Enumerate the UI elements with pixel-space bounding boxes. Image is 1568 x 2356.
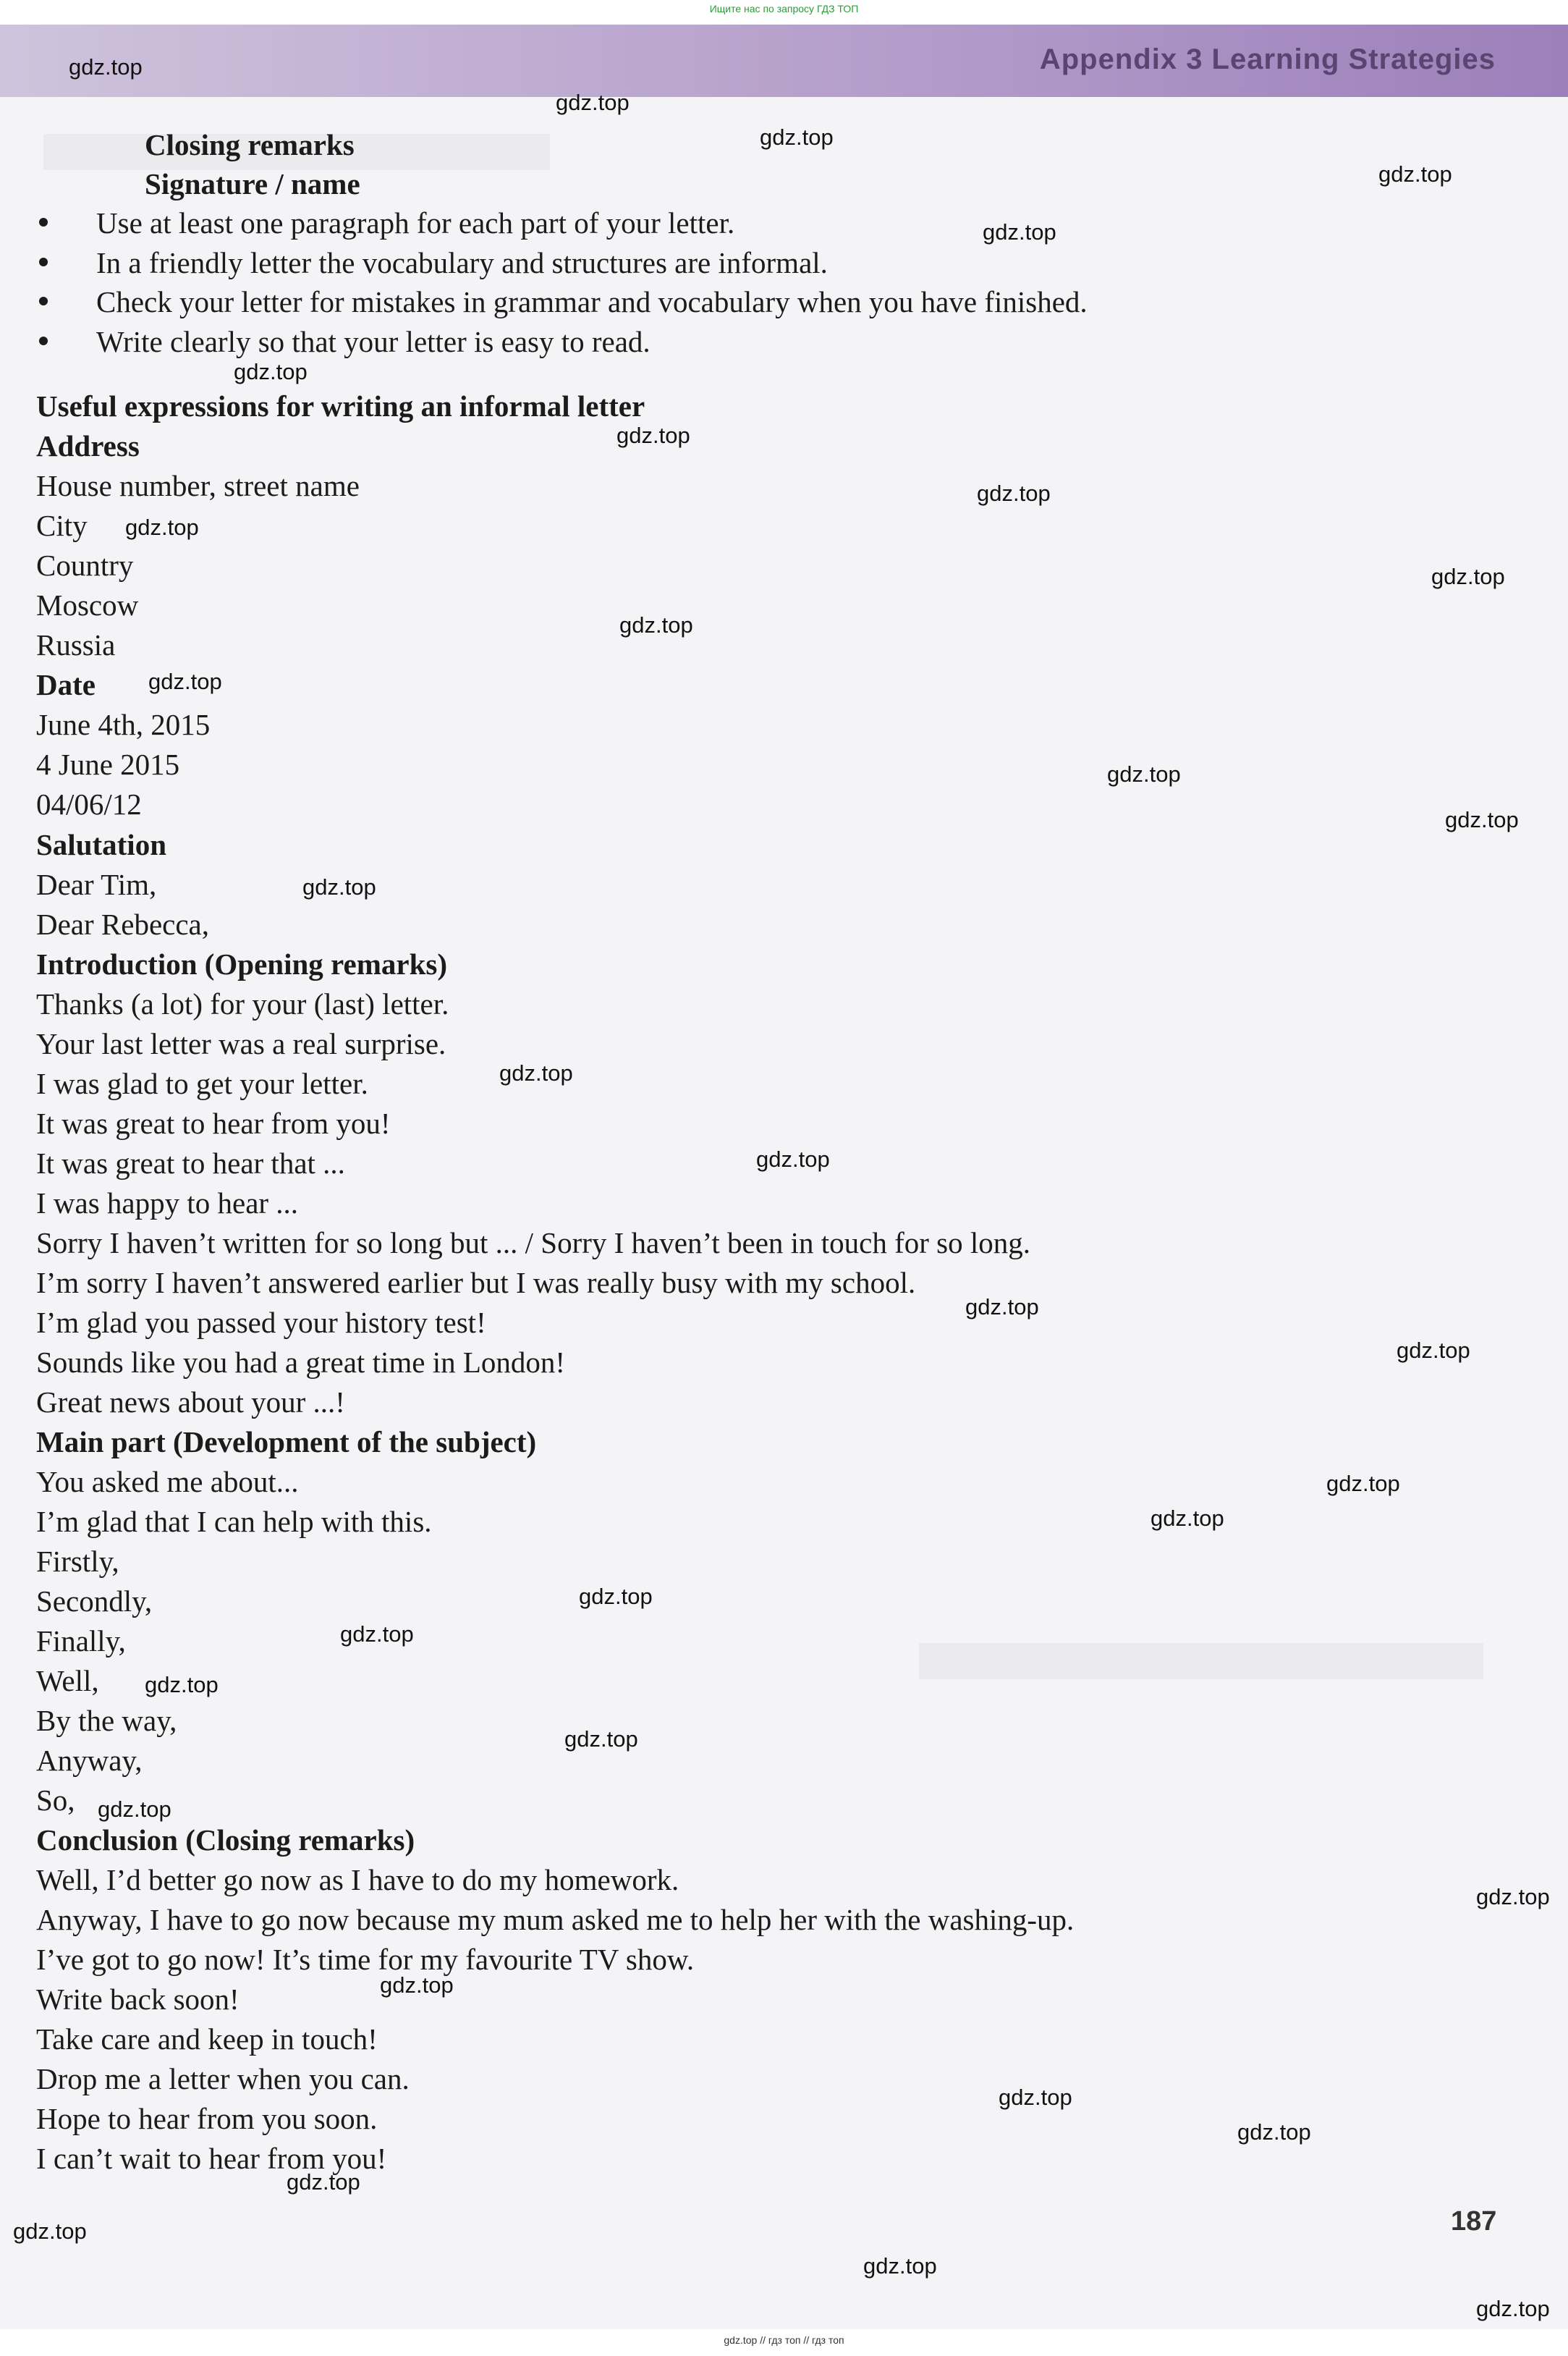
main-part-line: Firstly, <box>36 1545 119 1578</box>
watermark: gdz.top <box>756 1147 830 1172</box>
watermark: gdz.top <box>1150 1506 1224 1531</box>
signature-label: Signature / name <box>145 167 360 200</box>
tip-item: Use at least one paragraph for each part of your letter. <box>96 206 735 240</box>
watermark: gdz.top <box>13 2218 87 2244</box>
main-part-line: So, <box>36 1783 75 1817</box>
main-part-line: I’m glad that I can help with this. <box>36 1505 432 1538</box>
watermark: gdz.top <box>1326 1471 1400 1496</box>
conclusion-line: I’ve got to go now! It’s time for my favourite TV show. <box>36 1943 695 1976</box>
conclusion-line: Hope to hear from you soon. <box>36 2102 378 2135</box>
date-line: June 4th, 2015 <box>36 708 211 741</box>
watermark: gdz.top <box>302 874 376 900</box>
page-header-title: Appendix 3 Learning Strategies <box>1039 43 1496 75</box>
introduction-line: Great news about your ...! <box>36 1385 345 1419</box>
watermark: gdz.top <box>234 359 308 384</box>
closing-remarks-label: Closing remarks <box>145 128 355 161</box>
watermark: gdz.top <box>148 669 222 694</box>
conclusion-line: Drop me a letter when you can. <box>36 2062 410 2095</box>
date-heading: Date <box>36 668 96 701</box>
watermark: gdz.top <box>1107 761 1181 787</box>
watermark: gdz.top <box>125 515 199 540</box>
watermark: gdz.top <box>564 1726 638 1752</box>
main-part-heading: Main part (Development of the subject) <box>36 1425 537 1458</box>
main-part-line: Well, <box>36 1664 99 1697</box>
watermark: gdz.top <box>977 481 1051 506</box>
introduction-line: I was glad to get your letter. <box>36 1067 368 1100</box>
main-part-line: By the way, <box>36 1704 177 1737</box>
page-number: 187 <box>1451 2206 1497 2237</box>
address-line: Russia <box>36 628 116 662</box>
address-line: Country <box>36 549 134 582</box>
watermark: gdz.top <box>98 1796 171 1822</box>
watermark: gdz.top <box>1237 2119 1311 2145</box>
introduction-line: I was happy to hear ... <box>36 1186 299 1220</box>
main-part-line: Anyway, <box>36 1744 143 1777</box>
introduction-line: Your last letter was a real surprise. <box>36 1027 446 1060</box>
watermark: gdz.top <box>579 1584 653 1609</box>
watermark: gdz.top <box>965 1294 1039 1320</box>
tip-item: Write clearly so that your letter is easy to read. <box>96 325 650 358</box>
introduction-line: Sounds like you had a great time in London! <box>36 1346 566 1379</box>
watermark: gdz.top <box>1476 1884 1550 1909</box>
conclusion-heading: Conclusion (Closing remarks) <box>36 1823 415 1857</box>
introduction-line: Thanks (a lot) for your (last) letter. <box>36 987 449 1021</box>
salutation-line: Dear Rebecca, <box>36 908 209 941</box>
watermark: gdz.top <box>380 1972 454 1998</box>
address-heading: Address <box>36 429 140 463</box>
top-search-note: Ищите нас по запросу ГДЗ ТОП <box>709 3 859 14</box>
watermark: gdz.top <box>340 1621 414 1647</box>
watermark: gdz.top <box>1397 1338 1470 1363</box>
bullet-icon <box>39 218 48 227</box>
watermark: gdz.top <box>499 1060 573 1086</box>
salutation-heading: Salutation <box>36 828 166 861</box>
watermark: gdz.top <box>556 90 630 115</box>
date-line: 04/06/12 <box>36 788 142 821</box>
tip-item: Check your letter for mistakes in grammar and vocabulary when you have finished. <box>96 285 1088 318</box>
watermark: gdz.top <box>1431 564 1505 589</box>
watermark: gdz.top <box>619 612 693 638</box>
watermark: gdz.top <box>983 219 1056 245</box>
main-part-line: Finally, <box>36 1624 126 1658</box>
introduction-line: Sorry I haven’t written for so long but ... / Sorry I haven’t been in touch for so long. <box>36 1226 1031 1259</box>
watermark: gdz.top <box>287 2169 360 2195</box>
conclusion-line: I can’t wait to hear from you! <box>36 2142 387 2175</box>
useful-expressions-heading: Useful expressions for writing an informal letter <box>36 389 645 423</box>
watermark: gdz.top <box>69 54 143 80</box>
watermark: gdz.top <box>1476 2296 1550 2321</box>
address-line: Moscow <box>36 588 139 622</box>
bullet-icon <box>39 258 48 266</box>
watermark: gdz.top <box>616 423 690 448</box>
main-part-line: Secondly, <box>36 1584 153 1618</box>
main-part-line: You asked me about... <box>36 1465 299 1498</box>
watermark: gdz.top <box>1445 807 1519 832</box>
introduction-line: It was great to hear that ... <box>36 1147 345 1180</box>
conclusion-line: Write back soon! <box>36 1983 240 2016</box>
watermark: gdz.top <box>1378 161 1452 187</box>
date-line: 4 June 2015 <box>36 748 180 781</box>
introduction-line: It was great to hear from you! <box>36 1107 391 1140</box>
introduction-line: I’m glad you passed your history test! <box>36 1306 486 1339</box>
salutation-line: Dear Tim, <box>36 868 157 901</box>
bottom-watermark-note: gdz.top // гдз топ // гдз топ <box>724 2334 844 2346</box>
watermark: gdz.top <box>760 124 834 150</box>
address-line: House number, street name <box>36 469 360 502</box>
address-line: City <box>36 509 88 542</box>
watermark: gdz.top <box>863 2253 937 2279</box>
conclusion-line: Take care and keep in touch! <box>36 2022 378 2056</box>
tip-item: In a friendly letter the vocabulary and structures are informal. <box>96 246 828 279</box>
introduction-line: I’m sorry I haven’t answered earlier but I was really busy with my school. <box>36 1266 916 1299</box>
conclusion-line: Anyway, I have to go now because my mum asked me to help her with the washing-up. <box>36 1903 1075 1936</box>
watermark: gdz.top <box>999 2085 1072 2110</box>
bullet-icon <box>39 297 48 305</box>
introduction-heading: Introduction (Opening remarks) <box>36 947 447 981</box>
watermark: gdz.top <box>145 1672 219 1697</box>
bullet-icon <box>39 337 48 345</box>
conclusion-line: Well, I’d better go now as I have to do my homework. <box>36 1863 679 1896</box>
